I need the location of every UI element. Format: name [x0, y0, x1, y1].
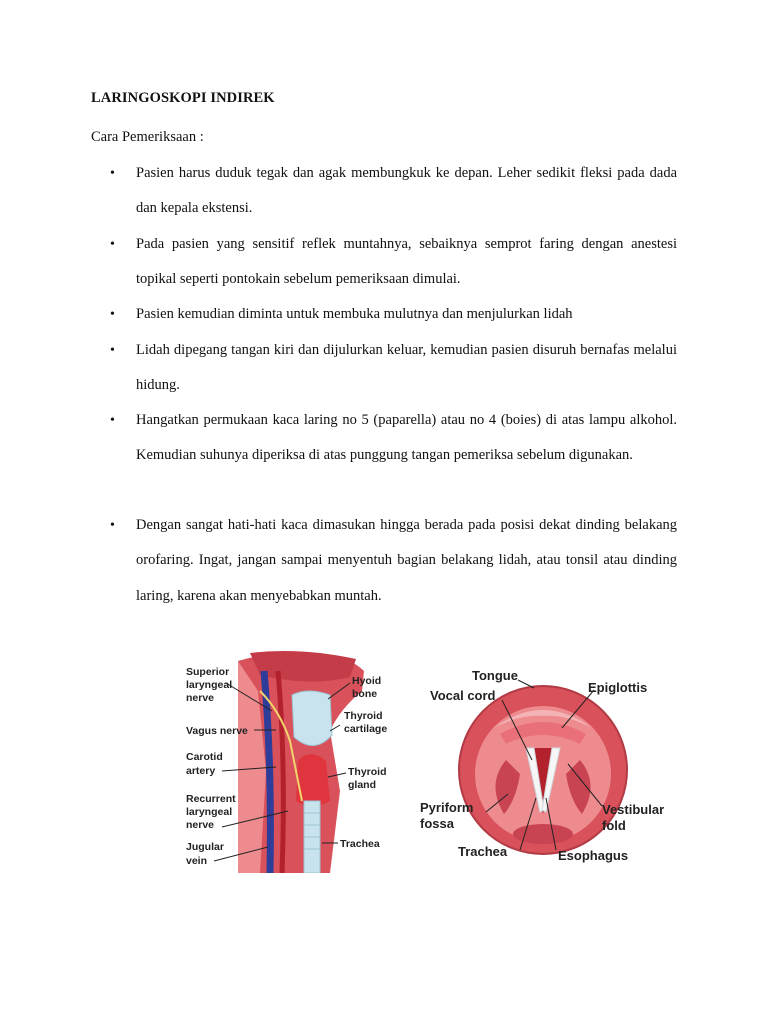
- label-thyroid-gland: Thyroid: [348, 766, 387, 778]
- step-text: Pasien harus duduk tegak dan agak membungkuk ke depan. Leher sedikit fleksi pada dada dan kepala ekstensi.: [136, 165, 677, 217]
- label-recurrent-laryngeal-nerve: Recurrent: [186, 793, 236, 805]
- label-carotid-artery: artery: [186, 765, 216, 777]
- label-hyoid-bone: Hyoid: [352, 675, 382, 687]
- label-trachea: Trachea: [458, 844, 508, 859]
- label-superior-laryngeal-nerve: nerve: [186, 692, 215, 704]
- label-recurrent-laryngeal-nerve: laryngeal: [186, 806, 233, 818]
- label-superior-laryngeal-nerve: Superior: [186, 666, 230, 678]
- bullet-icon: •: [110, 166, 115, 181]
- larynx-view-figure: [416, 664, 676, 868]
- label-vagus-nerve: Vagus nerve: [186, 725, 248, 737]
- section-subtitle: Cara Pemeriksaan :: [91, 129, 204, 145]
- step-text: Lidah dipegang tangan kiri dan dijulurkan keluar, kemudian pasien disuruh bernafas melalui hidung.: [136, 342, 677, 394]
- step-text: Pasien kemudian diminta untuk membuka mulutnya dan menjulurkan lidah: [136, 306, 573, 322]
- step-text: Dengan sangat hati-hati kaca dimasukan hingga berada pada posisi dekat dinding belakang orofaring. Ingat, jangan sampai menyentuh bagian belakang lidah, atau tonsil atau dinding laring, karena akan menyebabkan muntah.: [136, 517, 677, 604]
- bullet-icon: •: [110, 237, 115, 252]
- label-thyroid-gland: gland: [348, 779, 376, 791]
- label-thyroid-cartilage: cartilage: [344, 723, 388, 735]
- bullet-icon: •: [110, 518, 115, 533]
- label-tongue: Tongue: [472, 668, 518, 683]
- bullet-icon: •: [110, 343, 115, 358]
- label-epiglottis: Epiglottis: [588, 680, 648, 695]
- label-superior-laryngeal-nerve: laryngeal: [186, 679, 233, 691]
- label-pyriform-fossa: Pyriform: [420, 800, 474, 815]
- label-thyroid-cartilage: Thyroid: [344, 710, 383, 722]
- bullet-icon: •: [110, 413, 115, 428]
- label-recurrent-laryngeal-nerve: nerve: [186, 819, 215, 831]
- bullet-icon: •: [110, 307, 115, 322]
- label-pyriform-fossa: fossa: [420, 816, 454, 831]
- step-text: Pada pasien yang sensitif reflek muntahnya, sebaiknya semprot faring dengan anestesi topikal seperti pontokain sebelum pemeriksaan dimulai.: [136, 236, 677, 288]
- label-vestibular-fold: Vestibular: [602, 802, 665, 817]
- document-title: LARINGOSKOPI INDIREK: [91, 90, 275, 106]
- step-text: Hangatkan permukaan kaca laring no 5 (paparella) atau no 4 (boies) di atas lampu alkohol. Kemudian suhunya diperiksa di atas punggung tangan pemeriksa sebelum digunakan.: [136, 412, 677, 464]
- label-trachea: Trachea: [340, 838, 380, 850]
- neck-anatomy-figure: [180, 651, 398, 873]
- label-esophagus: Esophagus: [558, 848, 629, 863]
- label-vocal-cord: Vocal cord: [430, 688, 496, 703]
- label-vestibular-fold: fold: [602, 818, 626, 833]
- label-jugular-vein: vein: [186, 855, 208, 867]
- label-jugular-vein: Jugular: [186, 841, 224, 853]
- label-carotid-artery: Carotid: [186, 751, 223, 763]
- label-hyoid-bone: bone: [352, 688, 378, 700]
